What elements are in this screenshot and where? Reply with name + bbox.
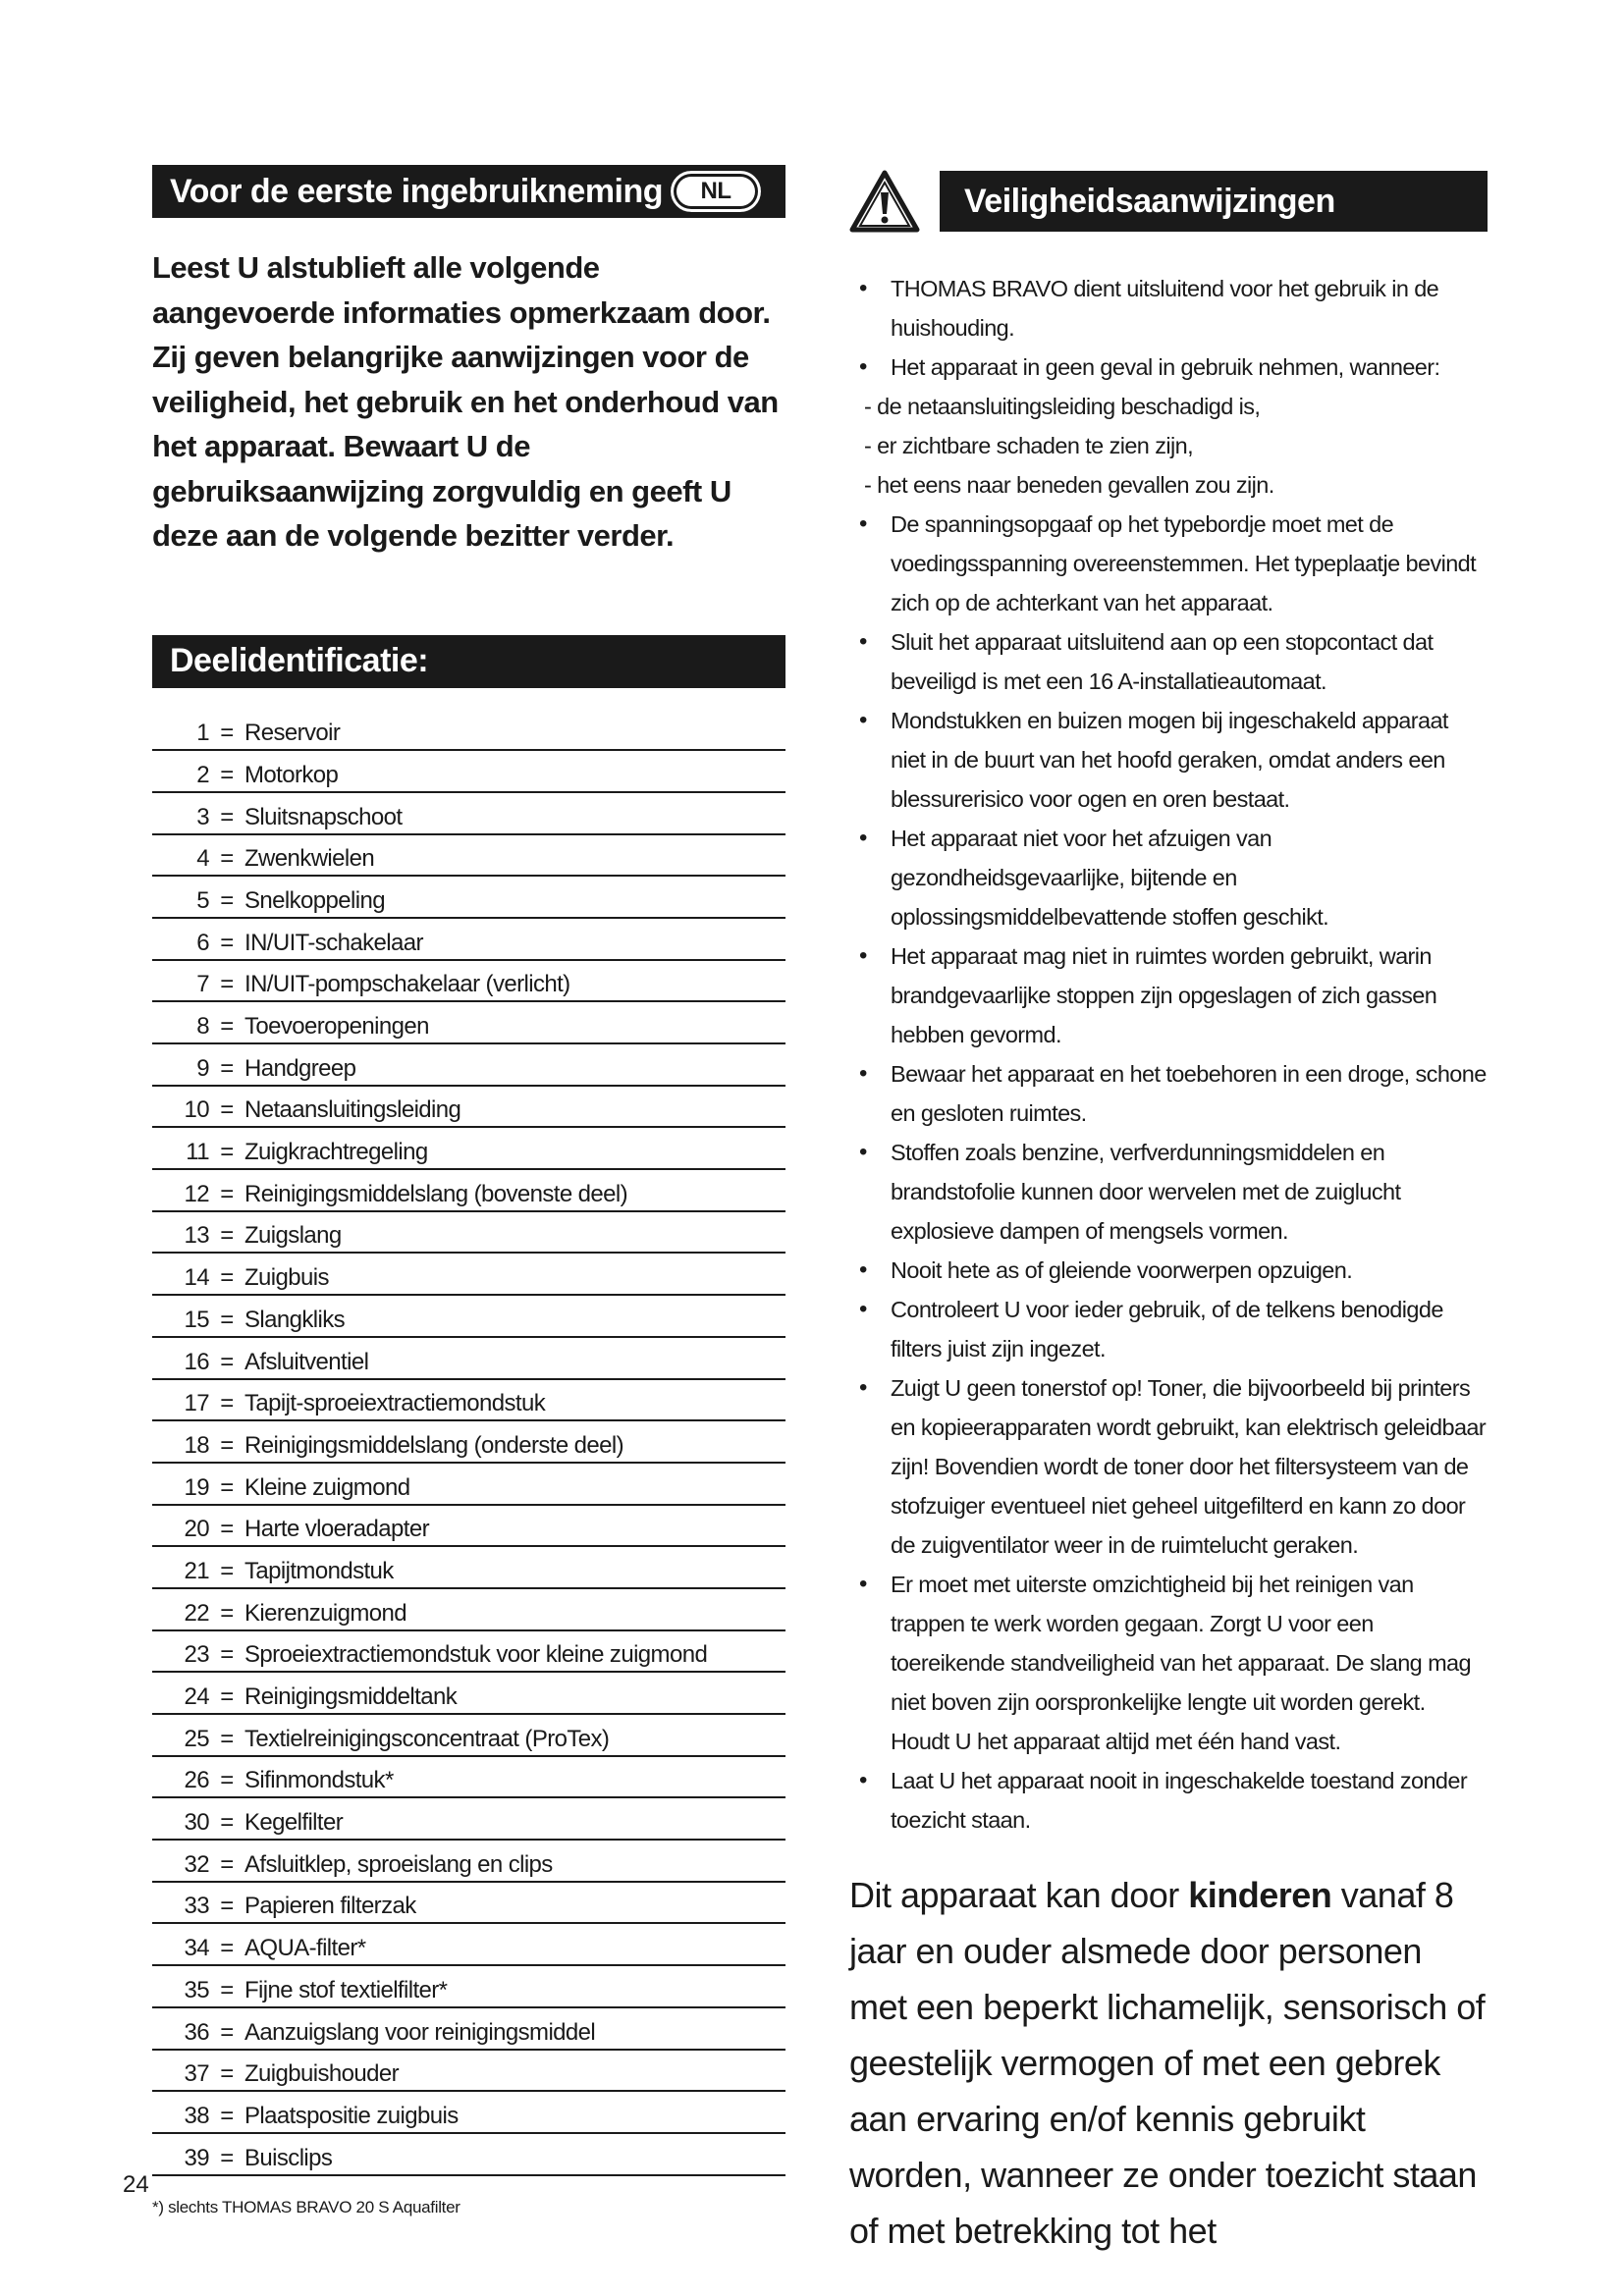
part-label: Zuigbuis	[244, 1264, 329, 1292]
part-number: 23	[184, 1641, 209, 1669]
first-use-heading-text: Voor de eerste ingebruikneming	[170, 172, 664, 210]
part-row	[152, 1087, 785, 1129]
part-label: Motorkop	[244, 761, 339, 788]
part-label: Handgreep	[244, 1054, 356, 1082]
part-row	[152, 835, 785, 878]
children-notice-text: Dit apparaat kan door	[849, 1875, 1189, 1915]
part-equals: =	[220, 1054, 234, 1082]
part-label: Papieren filterzak	[244, 1893, 416, 1920]
safety-item: • Laat U het apparaat nooit in ingeschakelde toestand zonder toezicht staan.	[849, 1761, 1488, 1840]
part-label: AQUA-filter*	[244, 1935, 366, 1962]
safety-item: • Zuigt U geen tonerstof op! Toner, die bijvoorbeeld bij printers en kopieerapparaten wordt gebruikt, kan elektrisch geleidbaar zijn! Bovendien wordt de toner door het filtersysteem van de stofzuiger eventueel niet geheel uitgefilterd en kann zo door de zuigventilator weer in de ruimtelucht geraken.	[849, 1368, 1488, 1565]
part-number: 13	[184, 1222, 209, 1250]
parts-heading	[152, 635, 785, 688]
part-row	[152, 1798, 785, 1841]
part-label: Tapijt-sproeiextractiemondstuk	[244, 1390, 546, 1417]
part-equals: =	[220, 1516, 234, 1543]
children-notice-rest: vanaf 8 jaar en ouder alsmede door personen met een beperkt lichamelijk, sensorisch of geestelijk vermogen of met een gebrek aan ervaring en/of kennis gebruikt worden, wanneer ze onder toezicht staan of met betrekking tot het	[849, 1875, 1486, 2251]
part-equals: =	[220, 2102, 234, 2129]
part-equals: =	[220, 1348, 234, 1375]
part-equals: =	[220, 971, 234, 998]
part-number: 33	[184, 1893, 209, 1920]
part-row	[152, 2051, 785, 2093]
part-label: Sifinmondstuk*	[244, 1767, 394, 1794]
part-equals: =	[220, 1096, 234, 1124]
part-row	[152, 1002, 785, 1044]
part-label: Kegelfilter	[244, 1809, 344, 1837]
part-equals: =	[220, 2018, 234, 2046]
part-number: 5	[196, 886, 209, 914]
part-label: Plaatspositie zuigbuis	[244, 2102, 459, 2129]
part-equals: =	[220, 803, 234, 830]
part-label: Reinigingsmiddelslang (bovenste deel)	[244, 1180, 628, 1207]
part-label: Reservoir	[244, 720, 341, 747]
part-row	[152, 877, 785, 919]
part-row	[152, 1338, 785, 1380]
part-number: 24	[184, 1683, 209, 1710]
part-row	[152, 1506, 785, 1548]
part-row	[152, 919, 785, 961]
parts-list	[152, 710, 785, 2176]
safety-list	[849, 269, 1488, 1840]
part-row	[152, 1757, 785, 1799]
part-equals: =	[220, 1473, 234, 1501]
part-number: 22	[184, 1599, 209, 1627]
part-label: Zwenkwielen	[244, 845, 375, 873]
safety-item: • THOMAS BRAVO dient uitsluitend voor het gebruik in de huishouding.	[849, 269, 1488, 347]
part-number: 4	[196, 845, 209, 873]
part-equals: =	[220, 1599, 234, 1627]
page-number: 24	[123, 2171, 149, 2198]
part-label: Sproeiextractiemondstuk voor kleine zuigmond	[244, 1641, 708, 1669]
safety-subitem: - het eens naar beneden gevallen zou zijn.	[864, 472, 1274, 498]
safety-subitem: - er zichtbare schaden te zien zijn,	[864, 433, 1193, 458]
part-row	[152, 1631, 785, 1674]
part-number: 21	[184, 1557, 209, 1584]
part-number: 7	[196, 971, 209, 998]
part-equals: =	[220, 720, 234, 747]
safety-item: • Sluit het apparaat uitsluitend aan op een stopcontact dat beveiligd is met een 16 A-installatieautomaat.	[849, 622, 1488, 701]
part-row	[152, 1547, 785, 1589]
part-label: Aanzuigslang voor reinigingsmiddel	[244, 2018, 596, 2046]
part-equals: =	[220, 1893, 234, 1920]
part-row	[152, 1924, 785, 1966]
safety-item: • Het apparaat niet voor het afzuigen van gezondheidsgevaarlijke, bijtende en oplossingsmiddelbevattende stoffen geschikt.	[849, 819, 1488, 936]
first-use-heading	[152, 165, 785, 218]
warning-triangle-icon	[849, 169, 920, 234]
intro-paragraph: Leest U alstublieft alle volgende aangevoerde informaties opmerkzaam door. Zij geven belangrijke aanwijzingen voor de veiligheid, het gebruik en het onderhoud van het apparaat. Bewaart U de gebruiksaanwijzing zorgvuldig en geeft U deze aan de volgende bezitter verder.	[152, 250, 779, 553]
part-equals: =	[220, 845, 234, 873]
part-label: Textielreinigingsconcentraat (ProTex)	[244, 1725, 610, 1752]
part-label: Kleine zuigmond	[244, 1473, 410, 1501]
part-label: Sluitsnapschoot	[244, 803, 403, 830]
part-row	[152, 1296, 785, 1338]
part-row	[152, 1421, 785, 1464]
part-number: 39	[184, 2144, 209, 2171]
part-number: 8	[196, 1013, 209, 1040]
part-equals: =	[220, 1390, 234, 1417]
part-equals: =	[220, 1809, 234, 1837]
left-column	[152, 165, 785, 2217]
part-row	[152, 1212, 785, 1255]
part-row	[152, 1715, 785, 1757]
part-number: 20	[184, 1516, 209, 1543]
part-row	[152, 1128, 785, 1170]
part-equals: =	[220, 1850, 234, 1878]
safety-item: • Bewaar het apparaat en het toebehoren in een droge, schone en gesloten ruimtes.	[849, 1054, 1488, 1133]
part-row	[152, 2008, 785, 2051]
part-number: 9	[196, 1054, 209, 1082]
safety-item: • Mondstukken en buizen mogen bij ingeschakeld apparaat niet in de buurt van het hoofd geraken, omdat anders een blessurerisico voor ogen en oren bestaat.	[849, 701, 1488, 819]
safety-item: • Controleert U voor ieder gebruik, of de telkens benodigde filters juist zijn ingezet.	[849, 1290, 1488, 1368]
part-number: 16	[184, 1348, 209, 1375]
part-label: Toevoeropeningen	[244, 1013, 429, 1040]
part-label: Kierenzuigmond	[244, 1599, 407, 1627]
footnote: *) slechts THOMAS BRAVO 20 S Aquafilter	[152, 2197, 460, 2216]
part-number: 17	[184, 1390, 209, 1417]
part-label: Afsluitventiel	[244, 1348, 369, 1375]
part-row	[152, 2134, 785, 2176]
part-number: 32	[184, 1850, 209, 1878]
part-equals: =	[220, 1683, 234, 1710]
safety-item: • De spanningsopgaaf op het typebordje moet met de voedingsspanning overeenstemmen. Het typeplaatje bevindt zich op de achterkant van het apparaat.	[849, 505, 1488, 622]
part-equals: =	[220, 1431, 234, 1459]
part-label: IN/UIT-schakelaar	[244, 929, 423, 956]
part-number: 25	[184, 1725, 209, 1752]
part-number: 19	[184, 1473, 209, 1501]
parts-heading-text: Deelidentificatie:	[170, 642, 429, 679]
part-row	[152, 2092, 785, 2134]
part-row	[152, 1044, 785, 1087]
part-label: Zuigbuishouder	[244, 2060, 400, 2088]
part-label: Tapijtmondstuk	[244, 1557, 394, 1584]
part-number: 34	[184, 1935, 209, 1962]
part-label: Snelkoppeling	[244, 886, 385, 914]
safety-header	[849, 169, 1488, 234]
part-number: 11	[186, 1139, 209, 1166]
part-label: Zuigkrachtregeling	[244, 1139, 428, 1166]
part-row	[152, 1170, 785, 1212]
part-label: Reinigingsmiddeltank	[244, 1683, 458, 1710]
safety-heading-text: Veiligheidsaanwijzingen	[964, 182, 1335, 220]
part-equals: =	[220, 929, 234, 956]
part-row	[152, 1464, 785, 1506]
part-equals: =	[220, 1180, 234, 1207]
part-label: Buisclips	[244, 2144, 333, 2171]
safety-item: • Er moet met uiterste omzichtigheid bij het reinigen van trappen te werk worden gegaan. Zorgt U voor een toereikende standveiligheid van het apparaat. De slang mag niet boven zijn oorspronkelijke lengte uit worden gerekt. Houdt U het apparaat altijd met één hand vast.	[849, 1565, 1488, 1761]
right-column	[849, 169, 1488, 2259]
part-number: 37	[184, 2060, 209, 2088]
part-label: Reinigingsmiddelslang (onderste deel)	[244, 1431, 624, 1459]
part-row	[152, 1841, 785, 1883]
part-label: Fijne stof textielfilter*	[244, 1976, 448, 2003]
part-number: 26	[184, 1767, 209, 1794]
part-equals: =	[220, 1557, 234, 1584]
part-equals: =	[220, 1139, 234, 1166]
part-number: 35	[184, 1976, 209, 2003]
safety-item: • Het apparaat mag niet in ruimtes worden gebruikt, warin brandgevaarlijke stoppen zijn opgeslagen of zich gassen hebben gevormd.	[849, 936, 1488, 1054]
part-label: Zuigslang	[244, 1222, 342, 1250]
part-row	[152, 1380, 785, 1422]
part-number: 36	[184, 2018, 209, 2046]
part-equals: =	[220, 1264, 234, 1292]
part-equals: =	[220, 761, 234, 788]
part-equals: =	[220, 1976, 234, 2003]
part-number: 15	[184, 1306, 209, 1333]
part-row	[152, 1883, 785, 1925]
part-row	[152, 1966, 785, 2008]
part-row	[152, 793, 785, 835]
safety-item: • Nooit hete as of gleiende voorwerpen opzuigen.	[849, 1251, 1488, 1290]
part-number: 18	[184, 1431, 209, 1459]
part-equals: =	[220, 1935, 234, 1962]
part-equals: =	[220, 1222, 234, 1250]
part-number: 2	[196, 761, 209, 788]
part-label: IN/UIT-pompschakelaar (verlicht)	[244, 971, 570, 998]
part-equals: =	[220, 1641, 234, 1669]
part-equals: =	[220, 1013, 234, 1040]
part-equals: =	[220, 2144, 234, 2171]
part-row	[152, 1673, 785, 1715]
part-equals: =	[220, 1725, 234, 1752]
children-emphasis: kinderen	[1188, 1875, 1332, 1915]
part-label: Harte vloeradapter	[244, 1516, 429, 1543]
part-row	[152, 710, 785, 752]
part-row	[152, 751, 785, 793]
part-number: 38	[184, 2102, 209, 2129]
part-number: 14	[184, 1264, 209, 1292]
part-label: Slangkliks	[244, 1306, 346, 1333]
part-number: 1	[196, 720, 209, 747]
part-equals: =	[220, 1767, 234, 1794]
part-row	[152, 961, 785, 1003]
part-equals: =	[220, 1306, 234, 1333]
safety-item: • Het apparaat in geen geval in gebruik nehmen, wanneer:	[849, 347, 1488, 387]
part-number: 12	[184, 1180, 209, 1207]
part-number: 6	[196, 929, 209, 956]
safety-item: • Stoffen zoals benzine, verfverdunningsmiddelen en brandstofolie kunnen door wervelen met de zuiglucht explosieve dampen of mengsels vormen.	[849, 1133, 1488, 1251]
part-row	[152, 1589, 785, 1631]
part-label: Netaansluitingsleiding	[244, 1096, 461, 1124]
part-equals: =	[220, 886, 234, 914]
safety-heading	[940, 171, 1488, 232]
part-row	[152, 1254, 785, 1296]
part-number: 10	[184, 1096, 209, 1124]
safety-subitem: - de netaansluitingsleiding beschadigd is,	[864, 394, 1261, 419]
children-notice	[849, 1867, 1488, 2259]
part-number: 30	[184, 1809, 209, 1837]
part-number: 3	[196, 803, 209, 830]
part-label: Afsluitklep, sproeislang en clips	[244, 1850, 553, 1878]
part-equals: =	[220, 2060, 234, 2088]
language-badge: NL	[668, 168, 764, 215]
